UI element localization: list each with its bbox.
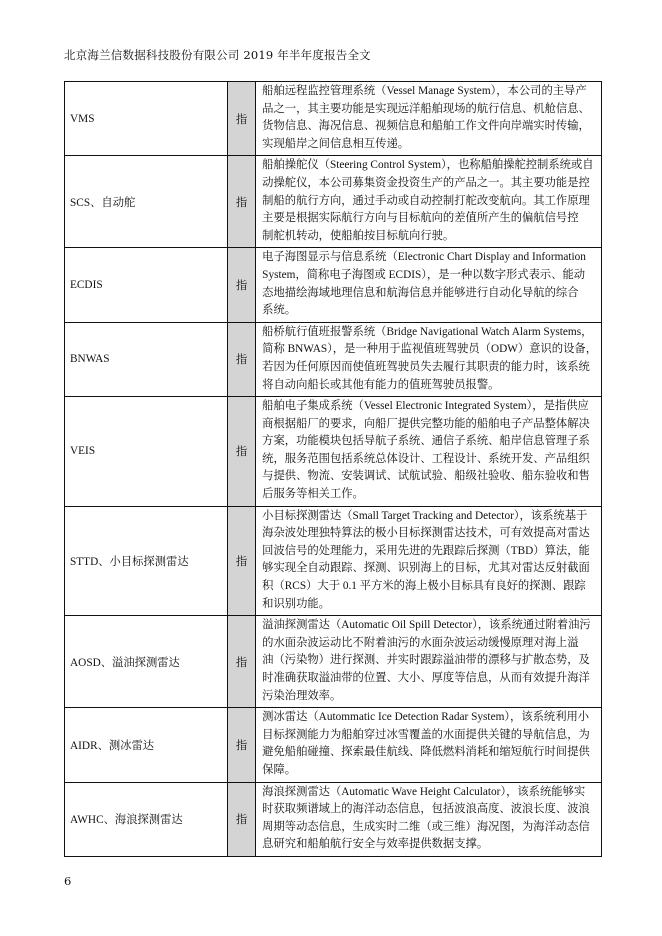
definition-line: 回波信号的处理能力，采用先进的先跟踪后探测（TBD）算法，能 <box>262 544 590 557</box>
term-cell: AWHC、海浪探测雷达 <box>65 782 228 856</box>
refers-to-cell: 指 <box>227 782 255 856</box>
table-row <box>65 506 602 616</box>
definition-line: 小目标探测雷达（Small Target Tracking and Detector），该系统基于 <box>262 509 588 522</box>
definition-cell <box>256 322 602 396</box>
definition-line: 系统。 <box>262 304 297 317</box>
definition-line: 电子海图显示与信息系统（Electronic Chart Display and Information <box>262 251 586 264</box>
glossary-table <box>64 81 602 857</box>
definition-line: 目标探测能力为船舶穿过冰雪覆盖的水面提供关键的导航信息，为 <box>262 728 590 741</box>
term-cell: ECDIS <box>65 248 228 322</box>
refers-to-cell: 指 <box>227 322 255 396</box>
definition-cell <box>256 248 602 322</box>
definition-line: 污染治理效率。 <box>262 689 342 702</box>
definition-line: 货物信息、海况信息、视频信息和船舶工作文件向岸端实时传输， <box>262 120 590 133</box>
definition-line: 海杂波处理独特算法的极小目标探测雷达技术，可有效提高对雷达 <box>262 527 590 540</box>
definition-line: 周期等动态信息，生成实时二维（或三维）海况图，为海洋动态信 <box>262 820 590 833</box>
definition-line: 制舵机转动，使船舶按目标航向行驶。 <box>262 229 455 242</box>
definition-line: 制船的航行方向，通过手动或自动控制打舵改变航向。其工作原理 <box>262 194 590 207</box>
definition-cell <box>256 708 602 782</box>
definition-line: 后服务等相关工作。 <box>262 488 364 501</box>
definition-cell <box>256 616 602 708</box>
definition-line: 够实现全自动跟踪、探测、识别海上的目标，尤其对雷达反射截面 <box>262 562 590 575</box>
definition-line: 避免船舶碰撞、探索最佳航线、降低燃料消耗和缩短航行时间提供 <box>262 746 590 759</box>
refers-to-cell: 指 <box>227 616 255 708</box>
definition-cell <box>256 397 602 507</box>
definition-line: 简称 BNWAS），是一种用于监视值班驾驶员（ODW）意识的设备， <box>262 343 597 356</box>
definition-line: 动操舵仪，本公司募集资金投资生产的产品之一。其主要功能是控 <box>262 176 590 189</box>
page-header: 北京海兰信数据科技股份有限公司 2019 年半年度报告全文 <box>64 48 371 62</box>
definition-line: 实现船岸之间信息相互传递。 <box>262 137 410 150</box>
definition-line: 保障。 <box>262 763 297 776</box>
definition-line: 品之一，其主要功能是实现远洋船舶现场的航行信息、机舱信息、 <box>262 102 590 115</box>
table-row <box>65 397 602 507</box>
table-row <box>65 248 602 322</box>
definition-line: System，简称电子海图或 ECDIS），是一种以数字形式表示、能动 <box>262 268 586 281</box>
definition-line: 统，服务范围包括系统总体设计、工程设计、系统开发、产品组织 <box>262 452 590 465</box>
definition-line: 船桥航行值班报警系统（Bridge Navigational Watch Alarm Systems， <box>262 325 593 338</box>
definition-line: 海浪探测雷达（Automatic Wave Height Calculator），该系统能够实 <box>262 785 586 798</box>
definition-line: 的水面杂波运动比不附着油污的水面杂波运动缓慢原理对海上溢 <box>262 636 579 649</box>
definition-line: 若因为任何原因而使值班驾驶员失去履行其职责的能力时，该系统 <box>262 360 590 373</box>
definition-line: 积（RCS）大于 0.1 平方米的海上极小目标具有良好的探测、跟踪 <box>262 580 586 593</box>
table-row <box>65 782 602 856</box>
definition-line: 和识别功能。 <box>262 597 330 610</box>
definition-cell <box>256 82 602 156</box>
definition-cell <box>256 782 602 856</box>
definition-line: 时准确获取溢油带的位置、大小、厚度等信息，从而有效提升海洋 <box>262 672 590 684</box>
term-cell: VEIS <box>65 397 228 507</box>
term-cell: VMS <box>65 82 228 156</box>
definition-line: 与提供、物流、安装调试、试航试验、船级社验收、船东验收和售 <box>262 470 590 483</box>
refers-to-cell: 指 <box>227 506 255 616</box>
definition-line: 商根据船厂的要求，向船厂提供完整功能的船舶电子产品整体解决 <box>262 417 590 430</box>
table-row <box>65 82 602 156</box>
term-cell: SCS、自动舵 <box>65 156 228 248</box>
term-cell: STTD、小目标探测雷达 <box>65 506 228 616</box>
definition-line: 油（污染物）进行探测、并实时跟踪溢油带的漂移与扩散态势，及 <box>262 654 590 667</box>
term-cell: BNWAS <box>65 322 228 396</box>
definition-line: 主要是根据实际航行方向与目标航向的差值所产生的偏航信号控 <box>262 212 579 225</box>
term-cell: AOSD、溢油探测雷达 <box>65 616 228 708</box>
table-row <box>65 156 602 248</box>
refers-to-cell: 指 <box>227 708 255 782</box>
definition-line: 时获取频谱域上的海洋动态信息，包括波浪高度、波浪长度、波浪 <box>262 803 590 816</box>
refers-to-cell: 指 <box>227 248 255 322</box>
refers-to-cell: 指 <box>227 82 255 156</box>
definition-line: 溢油探测雷达（Automatic Oil Spill Detector），该系统通过附着油污 <box>262 619 591 632</box>
refers-to-cell: 指 <box>227 156 255 248</box>
definition-line: 态地描绘海域地理信息和航海信息并能够进行自动化导航的综合 <box>262 286 579 299</box>
table-row <box>65 616 602 708</box>
definition-line: 船舶操舵仪（Steering Control System），也称船舶操舵控制系统或自 <box>262 159 594 172</box>
definition-line: 船舶电子集成系统（Vessel Electronic Integrated System），是指供应 <box>262 400 589 413</box>
refers-to-cell: 指 <box>227 397 255 507</box>
definition-line: 测冰雷达（Autommatic Ice Detection Radar System），该系统利用小 <box>262 711 590 724</box>
term-cell: AIDR、测冰雷达 <box>65 708 228 782</box>
definition-cell <box>256 506 602 616</box>
definition-cell <box>256 156 602 248</box>
definition-line: 船舶远程监控管理系统（Vessel Manage System），本公司的主导产 <box>262 85 587 97</box>
definition-line: 将自动向船长或其他有能力的值班驾驶员报警。 <box>262 378 500 391</box>
table-row <box>65 322 602 396</box>
table-row <box>65 708 602 782</box>
definition-line: 息研究和船舶航行安全与效率提供数据支撑。 <box>262 838 489 851</box>
page-number: 6 <box>64 874 72 888</box>
definition-line: 方案，功能模块包括导航子系统、通信子系统、船岸信息管理子系 <box>262 435 590 448</box>
